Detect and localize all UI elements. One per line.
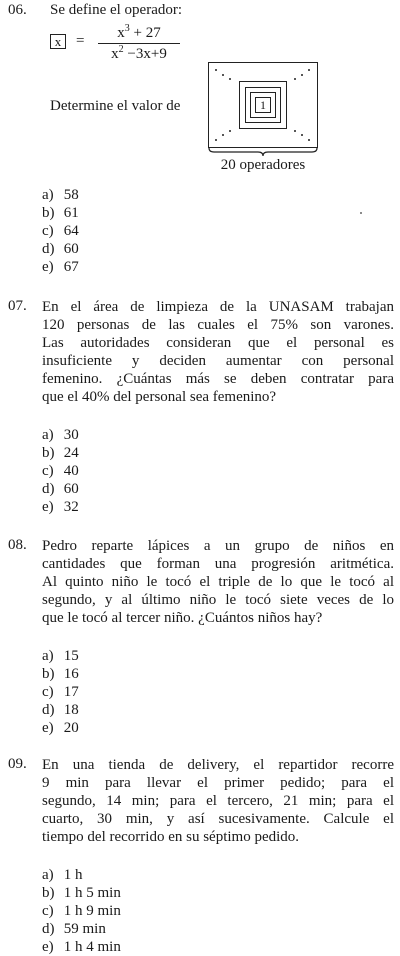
option-b[interactable]: b) 61	[42, 205, 79, 221]
nested-operators-figure	[208, 62, 318, 148]
option-d[interactable]: d) 59 min	[42, 921, 106, 937]
option-b[interactable]: b) 1 h 5 min	[42, 885, 121, 901]
equals-sign: =	[76, 33, 85, 49]
question-text: En el área de limpieza de la UNASAM trabajan 120 personas de las cuales el 75% son varones. Las autoridades consideran que el personal es insuficiente y deciden aumentar con personal femenino. ¿Cuántas más se deben contratar para que el 40% del personal sea femenino?	[42, 299, 394, 405]
operator-box-symbol: x	[50, 34, 66, 49]
fraction-denominator: $x^2 -3x+9$	[111, 44, 167, 62]
question-06	[8, 2, 394, 282]
option-e[interactable]: e) 32	[42, 499, 79, 515]
fraction-numerator: $x^3 + 27$	[117, 23, 161, 41]
answer-options	[42, 426, 79, 516]
option-c[interactable]: c) 17	[42, 684, 79, 700]
option-a[interactable]: a) 58	[42, 187, 79, 203]
option-a[interactable]: a) 15	[42, 648, 79, 664]
option-e[interactable]: e) 20	[42, 720, 79, 736]
question-number: 08.	[8, 537, 27, 553]
question-prompt: Determine el valor de	[50, 98, 181, 114]
option-a[interactable]: a) 30	[42, 427, 79, 443]
question-09	[8, 756, 394, 956]
question-text: Pedro reparte lápices a un grupo de niños en cantidades que forman una progresión aritmética. Al quinto niño le tocó el triple de lo que le tocó al segundo, y al último niño le tocó siete veces de lo que le tocó al tercer niño. ¿Cuántos niños hay?	[42, 538, 394, 626]
option-e[interactable]: e) 67	[42, 259, 79, 275]
option-d[interactable]: d) 18	[42, 702, 79, 718]
option-b[interactable]: b) 24	[42, 445, 79, 461]
option-e[interactable]: e) 1 h 4 min	[42, 939, 121, 955]
underbrace	[208, 147, 318, 157]
option-d[interactable]: d) 60	[42, 481, 79, 497]
option-c[interactable]: c) 1 h 9 min	[42, 903, 121, 919]
question-07	[8, 298, 394, 518]
question-intro: Se define el operador:	[50, 2, 183, 18]
answer-options	[42, 866, 121, 956]
fraction-bar	[98, 43, 180, 44]
option-c[interactable]: c) 64	[42, 223, 79, 239]
question-number: 07.	[8, 298, 27, 314]
question-text: En una tienda de delivery, el repartidor recorre 9 min para llevar el primer pedido; para el segundo, 14 min; para el tercero, 21 min; para el cuarto, 30 min, y así sucesivamente. Calcule el tiempo del recorrido en su séptimo pedido.	[42, 757, 394, 845]
question-number: 09.	[8, 756, 27, 772]
operator-count-label: 20 operadores	[220, 157, 306, 173]
question-08	[8, 537, 394, 737]
option-a[interactable]: a) 1 h	[42, 867, 83, 883]
option-c[interactable]: c) 40	[42, 463, 79, 479]
answer-options	[42, 647, 79, 737]
option-d[interactable]: d) 60	[42, 241, 79, 257]
operator-fraction	[98, 24, 180, 63]
option-b[interactable]: b) 16	[42, 666, 79, 682]
scan-speck	[360, 212, 362, 214]
inner-operator-box: 1	[255, 97, 271, 113]
question-number: 06.	[8, 2, 27, 18]
answer-options	[42, 186, 79, 276]
